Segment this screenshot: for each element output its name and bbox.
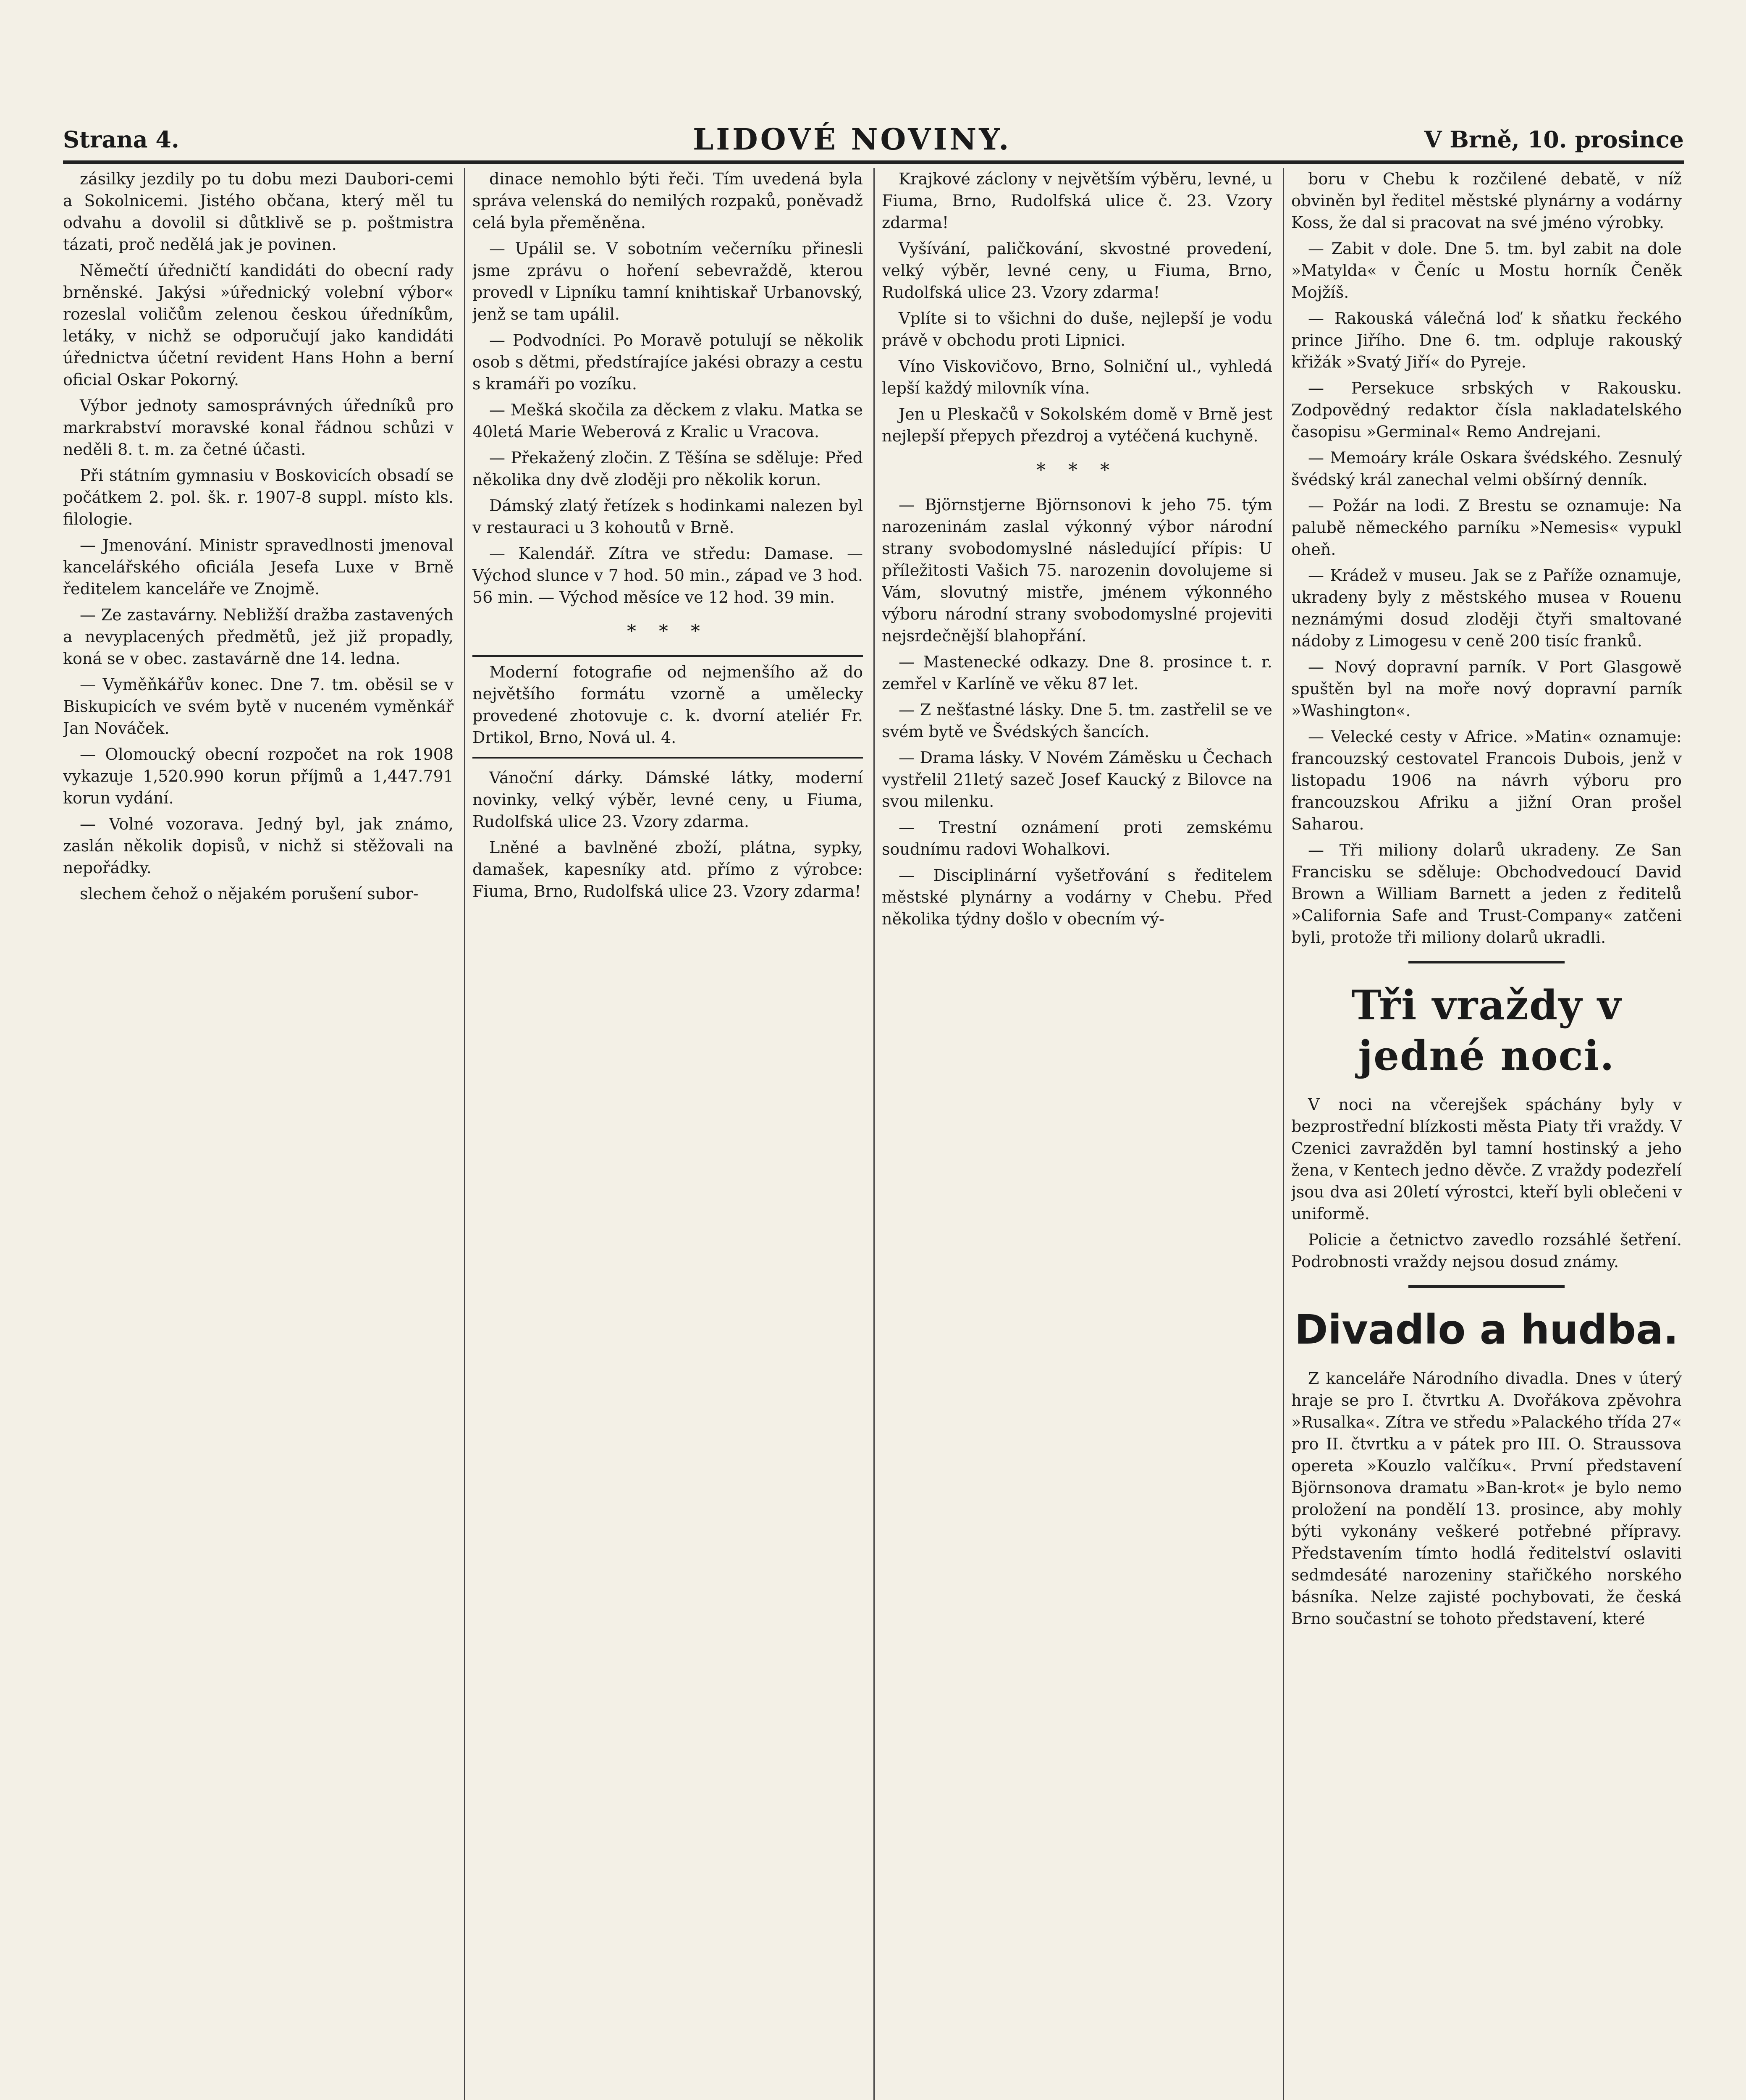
section-separator: * * * [627,621,708,642]
article-paragraph: — Memoáry krále Oskara švédského. Zesnulý švédský král zanechal velmi obšírný denník. [1291,449,1682,489]
article-paragraph: slechem čehož o nějakém porušení subor- [80,885,419,903]
article-paragraph: Policie a četnictvo zavedlo rozsáhlé šetření. Podrobnosti vraždy nejsou dosud známy. [1291,1231,1682,1271]
section-separator: * * * [1036,459,1118,481]
article-paragraph: Výbor jednoty samosprávných úředníků pro markrabství moravské konal řádnou schůzi v neděli 8. t. m. za četné účasti. [63,396,454,459]
column-3 [882,168,1272,2100]
article-paragraph: — Ze zastavárny. Nebližší dražba zastavených a nevyplacených předmětů, jež již propadly, koná se v obec. zastavárně dne 14. ledna. [63,606,454,668]
article-paragraph: — Tři miliony dolarů ukradeny. Ze San Francisku se sděluje: Obchodvedoucí David Brown a William Barnett a jeden z ředitelů »California Safe and Trust-Company« zatčeni byli, protože tři miliony dolarů ukradli. [1291,841,1682,947]
advertisement: Vyšívání, paličkování, skvostné provedení, velký výběr, levné ceny, u Fiuma, Brno, Rudolfská ulice 23. Vzory zdarma! [882,239,1272,302]
advertisement: Vánoční dárky. Dámské látky, moderní novinky, velký výběr, levné ceny, u Fiuma, Rudolfská ulice 23. Vzory zdarma. [472,769,863,831]
article-paragraph: Z kanceláře Národního divadla. Dnes v úterý hraje se pro I. čtvrtku A. Dvořákova zpěvohra »Rusalka«. Zítra ve středu »Palackého třída 27« pro II. čtvrtku a v pátek pro III. O. Straussova opereta »Kouzlo valčíku«. První představení Björnsonova dramatu »Ban-krot« je bylo nemo proložení na pondělí 13. prosince, aby mohly býti vykonány veškeré potřebné přípravy. Představením tímto hodlá ředitelství oslaviti sedmdesáté narozeniny stařičkého norského básníka. Nelze zajisté pochybovati, že česká Brno součastní se tohoto představení, které [1291,1369,1682,1628]
column-2 [472,168,863,2100]
article-paragraph: Dámský zlatý řetízek s hodinkami nalezen byl v restauraci u 3 kohoutů v Brně. [472,496,863,537]
article-paragraph: — Rakouská válečná loď k sňatku řeckého prince Jiřího. Dne 6. tm. odpluje rakouský křižák »Svatý Jiří« do Pyreje. [1291,309,1682,371]
article-paragraph: — Jmenování. Ministr spravedlnosti jmenoval kancelářského oficiála Jesefa Luxe v Brně ředitelem kanceláře ve Znojmě. [63,536,454,598]
article-paragraph: — Nový dopravní parník. V Port Glasgowě spuštěn byl na moře nový dopravní parník »Washington«. [1291,658,1682,720]
article-paragraph: — Mastenecké odkazy. Dne 8. prosince t. r. zemřel v Karlíně ve věku 87 let. [882,653,1272,693]
column-divider [464,168,465,2100]
article-paragraph: — Podvodníci. Po Moravě potulují se několik osob s dětmi, předstírajíce jakési obrazy a cestu s kramáři po vozíku. [472,331,863,393]
masthead-rule [63,160,1684,164]
article-paragraph: — Björnstjerne Björnsonovi k jeho 75. tým narozeninám zaslal výkonný výbor národní strany svobodomyslné následující přípis: U příležitosti Vašich 75. narozenin dovolujeme si Vám, slovutný mistře, jménem výkonného výboru národní strany svobodomyslné projeviti nejsrdečnější blahopřání. [882,496,1272,645]
article-paragraph: — Požár na lodi. Z Brestu se oznamuje: Na palubě německého parníku »Nemesis« vypukl oheň. [1291,496,1682,559]
column-1 [63,168,454,2100]
article-paragraph: — Olomoucký obecní rozpočet na rok 1908 vykazuje 1,520.990 korun příjmů a 1,447.791 korun vydání. [63,745,454,807]
article-paragraph: — Kalendář. Zítra ve středu: Damase. — Východ slunce v 7 hod. 50 min., západ ve 3 hod. 56 min. — Východ měsíce ve 12 hod. 39 min. [472,544,863,606]
advertisement: Vplíte si to všichni do duše, nejlepší je vodu právě v obchodu proti Lipnici. [882,309,1272,349]
section-rule [1408,961,1565,963]
article-paragraph: — Trestní oznámení proti zemskému soudnímu radovi Wohalkovi. [882,818,1272,858]
article-paragraph: — Překažený zločin. Z Těšína se sděluje: Před několika dny dvě zloději pro několik korun. [472,449,863,489]
article-paragraph: — Krádež v museu. Jak se z Paříže oznamuje, ukradeny byly z městského musea v Rouenu neznámými dosud zloději čtyři smaltované nádoby z Limogesu v ceně 200 tisíc franků. [1291,566,1682,650]
article-paragraph: V noci na včerejšek spáchány byly v bezprostřední blízkosti města Piaty tři vraždy. V Czenici zavražděn byl tamní hostinský a jeho žena, v Kentech jedno děvče. Z vraždy podezřelí jsou dva asi 20letí výrostci, kteří byli oblečeni v uniformě. [1291,1095,1682,1223]
article-paragraph: Při státním gymnasiu v Boskovicích obsadí se počátkem 2. pol. šk. r. 1907-8 suppl. místo kls. filologie. [63,466,454,528]
ad-text: Moderní fotografie od nejmenšího až do největšího formátu vzorně a umělecky provedené zhotovuje c. k. dvorní ateliér Fr. Drtikol, Brno, Nová ul. 4. [472,663,863,747]
newspaper-title: LIDOVÉ NOVINY. [693,122,1012,157]
article-paragraph: dinace nemohlo býti řeči. Tím uvedená byla správa velenská do nemilých rozpaků, poněvadž celá byla přeměněna. [472,170,863,232]
column-4 [1291,168,1682,2100]
page-number: Strana 4. [63,126,179,153]
column-divider [873,168,875,2100]
article-paragraph: boru v Chebu k rozčilené debatě, v níž obviněn byl ředitel městské plynárny a vodárny Koss, že dal si pracovat na své jméno výrobky. [1291,170,1682,232]
article-paragraph: — Volné vozorava. Jedný byl, jak známo, zaslán několik dopisů, v nichž si stěžovali na nepořádky. [63,815,454,877]
article-paragraph: — Mešká skočila za děckem z vlaku. Matka se 40letá Marie Weberová z Kralic u Vracova. [472,401,863,441]
article-paragraph: — Upálil se. V sobotním večerníku přinesli jsme zprávu o hoření sebevraždě, kterou provedl v Lipníku tamní knihtiskař Urbanovský, jenž se tam upálil. [472,239,863,323]
article-paragraph: — Vyměňkářův konec. Dne 7. tm. oběsil se v Biskupicích ve svém bytě v nuceném vyměnkář Jan Nováček. [63,675,454,738]
article-paragraph: — Drama lásky. V Novém Záměsku u Čechach vystřelil 21letý sazeč Josef Kaucký z Bilovce na svou milenku. [882,748,1272,811]
headline-three-murders: Tři vraždy v jedné noci. [1351,982,1622,1079]
article-paragraph: — Zabit v dole. Dne 5. tm. byl zabit na dole »Matylda« v Čeníc u Mostu horník Čeněk Mojžíš. [1291,239,1682,302]
masthead [63,122,1684,160]
article-paragraph: — Persekuce srbských v Rakousku. Zodpovědný redaktor čísla nakladatelského časopisu »Germinal« Remo Andrejani. [1291,379,1682,441]
advertisement: Jen u Pleskačů v Sokolském domě v Brně jest nejlepší přepych přezdroj a vytéčená kuchyně. [882,405,1272,445]
advertisement [472,655,863,759]
article-paragraph: — Disciplinární vyšetřování s ředitelem městské plynárny a vodárny v Chebu. Před několika týdny došlo v obecním vý- [882,866,1272,928]
advertisement: Krajkové záclony v největším výběru, levné, u Fiuma, Brno, Rudolfská ulice č. 23. Vzory zdarma! [882,170,1272,232]
article-paragraph: — Z nešťastné lásky. Dne 5. tm. zastřelil se ve svém bytě ve Švédských šancích. [882,701,1272,741]
section-rule [1408,1285,1565,1288]
issue-date: V Brně, 10. prosince [1424,126,1684,153]
article-paragraph: — Velecké cesty v Africe. »Matin« oznamuje: francouzský cestovatel Francois Dubois, jenž v listopadu 1906 na návrh výboru pro francouzskou Afriku a jižní Oran prošel Saharou. [1291,727,1682,833]
advertisement: Lněné a bavlněné zboží, plátna, sypky, damašek, kapesníky atd. přímo z výrobce: Fiuma, Brno, Rudolfská ulice 23. Vzory zdarma! [472,838,863,900]
newspaper-page [63,122,1684,2100]
article-paragraph: Němečtí úředničtí kandidáti do obecní rady brněnské. Jakýsi »úřednický volební výbor« rozeslal voličům zelenou českou úředníkům, letáky, v nichž se odporučují jako kandidáti úřednictva účetní revident Hans Hohn a berní oficial Oskar Pokorný. [63,261,454,389]
advertisement: Víno Viskovičovo, Brno, Solniční ul., vyhledá lepší každý milovník vína. [882,357,1272,397]
article-paragraph: zásilky jezdily po tu dobu mezi Daubori-cemi a Sokolnicemi. Jistého občana, který měl tu odvahu a dovolil si důtklivě se p. poštmistra tázati, proč nedělá jak je povinen. [63,170,454,254]
headline-theatre-music: Divadlo a hudba. [1294,1306,1679,1353]
column-divider [1283,168,1284,2100]
